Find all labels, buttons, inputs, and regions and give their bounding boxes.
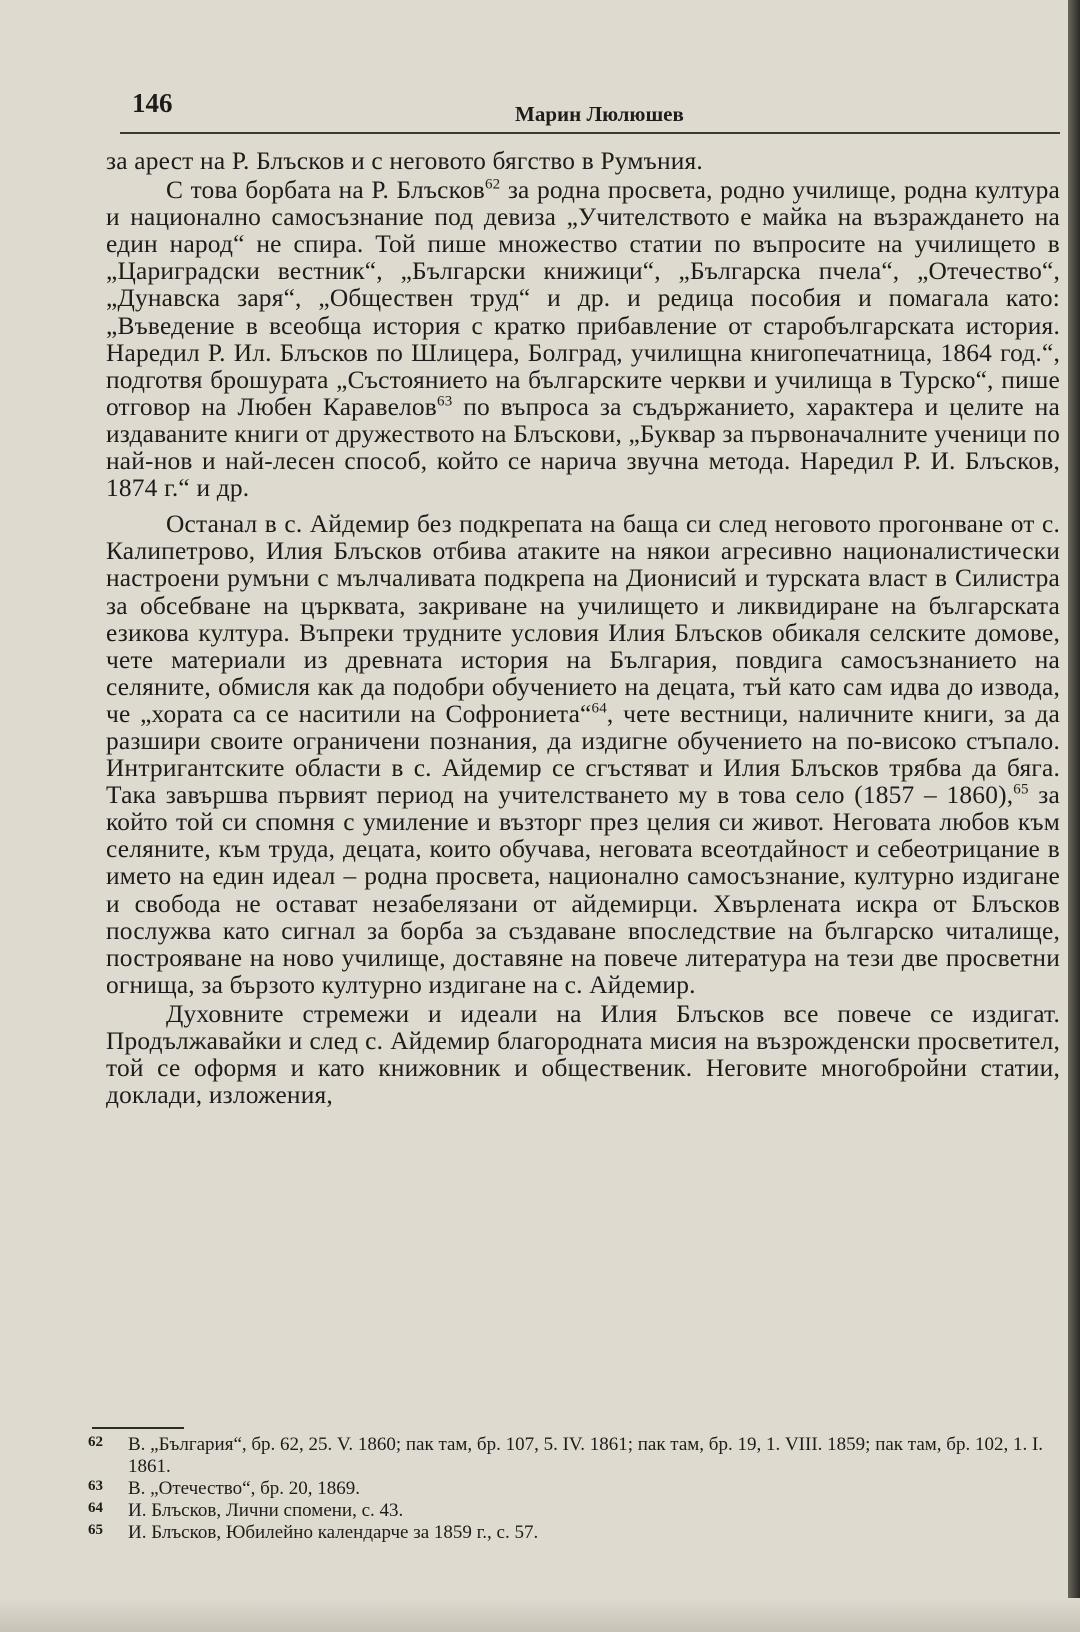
footnote-text: В. „България“, бр. 62, 25. V. 1860; пак там, бр. 107, 5. IV. 1861; пак там, бр. 19, 1. VIII. 1859; пак там, бр. 102, 1. I. 1861. [128,1434,1044,1477]
text-run: за който той си спомня с умиление и възторг през целия си живот. Неговата любов към селяните, към труда, децата, които обучава, неговата всеотдайност и себеотрицание в името на един идеал – родна просвета, национално самосъзнание, културно издигане и свобода не остават незабелязани от айдемирци. Хвърлената искра от Блъсков послужва като сигнал за борба за създаване впоследствие на българско читалище, построяване на ново училище, доставяне на повече литература на тези две просветни огнища, за бързото културно издигане на с. Айдемир. [106,781,1060,999]
footnote-rule [92,1427,184,1429]
paragraph: Духовните стремежи и идеали на Илия Блъсков все повече се издигат. Продължавайки и след с. Айдемир благородната мисия на възрожденски просветител, той се оформя и като книжовник и общественик. Неговите многобройни статии, доклади, изложения, [106,999,1060,1110]
page-bottom-margin [0,1598,1080,1632]
footnote [88,1500,1048,1522]
footnote-number: 64 [88,1500,103,1516]
footnote-ref: 64 [591,700,607,717]
footnote-text: В. „Отечество“, бр. 20, 1869. [128,1478,360,1499]
header-rule [120,132,1060,134]
paragraph [106,511,1060,999]
footnote-ref: 62 [484,176,501,193]
running-head: Марин Люлюшев [515,102,684,126]
footnote-number: 65 [88,1522,103,1538]
footnote-text: И. Блъсков, Юбилейно календарче за 1859 г., с. 57. [128,1522,539,1543]
page-edge-shadow [1068,0,1080,1632]
footnote-text: И. Блъсков, Лични спомени, с. 43. [128,1500,404,1521]
footnote-number: 63 [88,1478,103,1494]
footnote [88,1434,1048,1478]
text-run: С това борбата на Р. Блъсков [166,176,485,205]
body-text [106,148,1060,1109]
footnote-ref: 65 [1013,781,1029,798]
text-run: Останал в с. Айдемир без подкрепата на баща си след неговото прогонване от с. Калипетрово, Илия Блъсков отбива атаките на някои агресивно националистически настроени румъни с мълчаливата подкрепа на Дионисий и турската власт в Силистра за обсебване на църквата, закриване на училището и ликвидиране на българската езикова култура. Въпреки трудните условия Илия Блъсков обикаля селските домове, чете материали из древната история на България, повдига самосъзнанието на селяните, обмисля как да подобри обучението на децата, тъй като сам идва до извода, че „хората са се наситили на Софрониета“ [106,510,1060,728]
text-run: , чете вестници, наличните книги, за да разшири своите ограничени познания, да издигне обучението на по-високо стъпало. Интригантските области в с. Айдемир се сгъстяват и Илия Блъсков трябва да бяга. Така завършва първият период на учителстването му в това село (1857 – 1860), [106,699,1060,810]
paragraph: за арест на Р. Блъсков и с неговото бягство в Румъния. [106,147,703,175]
footnote [88,1522,1048,1544]
footnote-ref: 63 [437,393,453,410]
footnote [88,1478,1048,1500]
text-run: за родна просвета, родно училище, родна култура и национално самосъзнание под девиза „Учителството е майка на възраждането на един народ“ не спира. Той пише множество статии по въпросите на училището в „Цариградски вестник“, „Български книжици“, „Българска пчела“, „Отечество“, „Дунавска заря“, „Обществен труд“ и др. и редица пособия и помагала като: „Въведение в всеобща история с кратко прибавление от старобългарската история. Наредил Р. Ил. Блъсков по Шлицера, Болград, училищна книгопечатница, 1864 год.“, подготвя брошурата „Състоянието на българските черкви и училища в Турско“, пише отговор на Любен Каравелов [106,176,1060,421]
page-header [120,88,1060,138]
page-number: 146 [132,88,173,118]
footnotes [88,1434,1048,1544]
text-run: по въпроса за съдържанието, характера и целите на издаваните книги от дружеството на Блъскови, „Буквар за първоначалните ученици по най-нов и най-лесен способ, който се нарича звучна метода. Наредил Р. И. Блъсков, 1874 г.“ и др. [106,392,1060,503]
paragraph [106,177,1060,502]
footnote-number: 62 [88,1434,103,1450]
